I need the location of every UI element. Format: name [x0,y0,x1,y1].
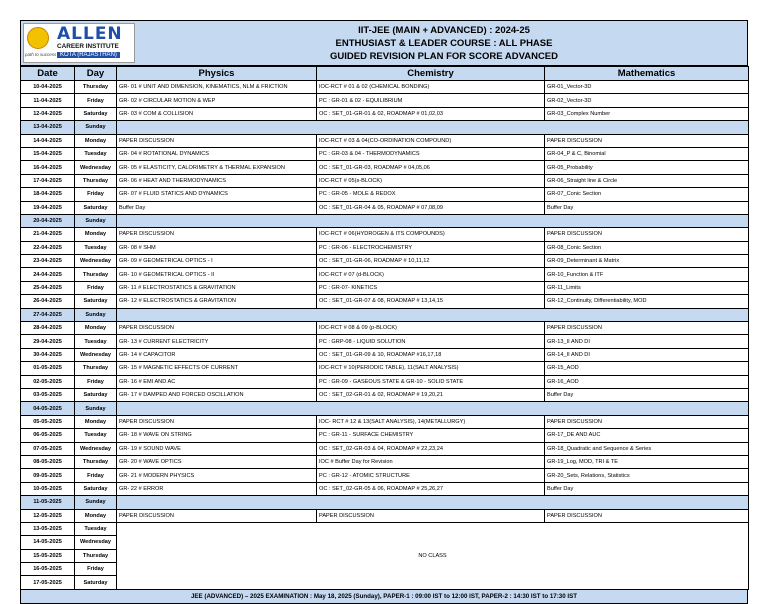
physics-cell: GR- 12 # ELECTROSTATICS & GRAVITATION [117,295,317,308]
chemistry-cell: OC : SET_01-GR-01 & 02, ROADMAP # 01,02,03 [317,107,545,120]
day-cell: Friday [75,563,117,576]
mathematics-cell: GR-15_AOD [545,362,749,375]
day-cell: Wednesday [75,442,117,455]
mathematics-cell: GR-20_Sets, Relations, Statistics [545,469,749,482]
mathematics-cell: GR-07_Conic Section [545,188,749,201]
chemistry-cell: IOC-RCT # 07 (d-BLOCK) [317,268,545,281]
chemistry-cell: PC : GR-11 - SURFACE CHEMISTRY [317,429,545,442]
mathematics-cell: GR-13_II AND DI [545,335,749,348]
table-row [21,281,749,294]
table-row [21,415,749,428]
date-cell: 17-04-2025 [21,174,75,187]
table-row [21,228,749,241]
mathematics-cell: PAPER DISCUSSION [545,509,749,522]
header-titles [141,24,747,63]
table-row [21,348,749,361]
table-row [21,94,749,107]
mathematics-cell: Buffer Day [545,388,749,401]
day-cell: Friday [75,281,117,294]
day-cell: Tuesday [75,429,117,442]
day-cell: Sunday [75,121,117,134]
mathematics-cell: GR-12_Continuity, Differentiability, MOD [545,295,749,308]
table-row [21,255,749,268]
date-cell: 25-04-2025 [21,281,75,294]
physics-cell: PAPER DISCUSSION [117,228,317,241]
date-cell: 18-04-2025 [21,188,75,201]
table-row [21,375,749,388]
day-cell: Wednesday [75,255,117,268]
table-row [21,174,749,187]
day-cell: Tuesday [75,147,117,160]
schedule-body [21,81,749,590]
mathematics-cell: GR-19_Log, MOD, TRI & TE [545,455,749,468]
day-cell: Sunday [75,496,117,509]
date-cell: 12-04-2025 [21,107,75,120]
sunday-row [21,496,749,509]
mathematics-cell: GR-06_Straight line & Circle [545,174,749,187]
day-cell: Thursday [75,81,117,94]
table-row [21,482,749,495]
day-cell: Thursday [75,549,117,562]
day-cell: Saturday [75,295,117,308]
mathematics-cell: GR-01_Vector-3D [545,81,749,94]
chemistry-cell: OC : SET_02-GR-05 & 06, ROADMAP # 25,26,27 [317,482,545,495]
header-line-1: IIT-JEE (MAIN + ADVANCED) : 2024-25 [358,25,530,36]
day-cell: Thursday [75,174,117,187]
physics-cell: GR- 21 # MODERN PHYSICS [117,469,317,482]
day-cell: Monday [75,228,117,241]
day-cell: Tuesday [75,335,117,348]
table-row [21,455,749,468]
day-cell: Thursday [75,362,117,375]
date-cell: 10-04-2025 [21,81,75,94]
logo-subtitle: CAREER INSTITUTE [57,43,119,50]
col-header-day: Day [75,67,117,81]
mathematics-cell: GR-14_II AND DI [545,348,749,361]
sunday-row [21,402,749,415]
date-cell: 02-05-2025 [21,375,75,388]
mathematics-cell: Buffer Day [545,482,749,495]
header-line-3: GUIDED REVISION PLAN FOR SCORE ADVANCED [329,51,559,62]
sunday-blank-cell [117,214,749,227]
chemistry-cell: IOC-RCT # 01 & 02 (CHEMICAL BONDING) [317,81,545,94]
table-row [21,241,749,254]
day-cell: Sunday [75,402,117,415]
day-cell: Sunday [75,308,117,321]
mathematics-cell: GR-11_Limits [545,281,749,294]
revision-plan-sheet [20,20,748,604]
date-cell: 09-05-2025 [21,469,75,482]
chemistry-cell: IOC-RCT # 05(s-BLOCK) [317,174,545,187]
date-cell: 16-05-2025 [21,563,75,576]
sunday-row [21,308,749,321]
table-row [21,388,749,401]
date-cell: 19-04-2025 [21,201,75,214]
mathematics-cell: GR-08_Conic Section [545,241,749,254]
date-cell: 16-04-2025 [21,161,75,174]
day-cell: Friday [75,469,117,482]
physics-cell: PAPER DISCUSSION [117,415,317,428]
day-cell: Monday [75,509,117,522]
date-cell: 14-04-2025 [21,134,75,147]
day-cell: Saturday [75,482,117,495]
physics-cell: GR- 22 # ERROR [117,482,317,495]
chemistry-cell: IOC-RCT # 06(HYDROGEN & ITS COMPOUNDS) [317,228,545,241]
date-cell: 12-05-2025 [21,509,75,522]
physics-cell: GR- 04 # ROTATIONAL DYNAMICS [117,147,317,160]
col-header-chemistry: Chemistry [317,67,545,81]
physics-cell: GR- 18 # WAVE ON STRING [117,429,317,442]
physics-cell: GR- 05 # ELASTICITY, CALORIMETRY & THERMAL EXPANSION [117,161,317,174]
table-row [21,188,749,201]
table-header-row [21,67,749,81]
chemistry-cell: PC : GR-07- KINETICS [317,281,545,294]
mathematics-cell: Buffer Day [545,201,749,214]
table-row [21,362,749,375]
date-cell: 07-05-2025 [21,442,75,455]
mathematics-cell: PAPER DISCUSSION [545,322,749,335]
physics-cell: GR- 14 # CAPACITOR [117,348,317,361]
mathematics-cell: GR-09_Determinant & Matrix [545,255,749,268]
table-row [21,107,749,120]
day-cell: Wednesday [75,161,117,174]
date-cell: 14-05-2025 [21,536,75,549]
sunday-blank-cell [117,402,749,415]
mathematics-cell: GR-04_P & C, Binomial [545,147,749,160]
physics-cell: GR- 06 # HEAT AND THERMODYNAMICS [117,174,317,187]
chemistry-cell: PC : GR-03 & 04 - THERMODYNAMICS [317,147,545,160]
day-cell: Thursday [75,268,117,281]
exam-footer: JEE (ADVANCED) – 2025 EXAMINATION : May 18, 2025 (Sunday), PAPER-1 : 09:00 IST to 12:00 IST, PAPER-2 : 14:30 IST to 17:30 IST [20,590,748,604]
physics-cell: GR- 08 # SHM [117,241,317,254]
day-cell: Monday [75,322,117,335]
table-row [21,147,749,160]
date-cell: 08-05-2025 [21,455,75,468]
chemistry-cell: IOC-RCT # 08 & 09 (p-BLOCK) [317,322,545,335]
sunday-blank-cell [117,121,749,134]
physics-cell: GR- 17 # DAMPED AND FORCED OSCILLATION [117,388,317,401]
table-row [21,469,749,482]
chemistry-cell: OC : SET_02-GR-01 & 02, ROADMAP # 19,20,21 [317,388,545,401]
physics-cell: Buffer Day [117,201,317,214]
header-line-2: ENTHUSIAST & LEADER COURSE : ALL PHASE [335,38,553,49]
col-header-date: Date [21,67,75,81]
physics-cell: GR- 10 # GEOMETRICAL OPTICS - II [117,268,317,281]
mathematics-cell: PAPER DISCUSSION [545,228,749,241]
schedule-table [20,66,749,590]
table-row [21,442,749,455]
physics-cell: GR- 07 # FLUID STATICS AND DYNAMICS [117,188,317,201]
table-row [21,429,749,442]
date-cell: 21-04-2025 [21,228,75,241]
sunday-row [21,121,749,134]
physics-cell: GR- 15 # MAGNETIC EFFECTS OF CURRENT [117,362,317,375]
date-cell: 26-04-2025 [21,295,75,308]
date-cell: 22-04-2025 [21,241,75,254]
mathematics-cell: GR-02_Vector-3D [545,94,749,107]
allen-logo [23,23,135,63]
date-cell: 06-05-2025 [21,429,75,442]
date-cell: 11-04-2025 [21,94,75,107]
date-cell: 05-05-2025 [21,415,75,428]
table-row [21,134,749,147]
day-cell: Saturday [75,201,117,214]
chemistry-cell: OC : SET_01-GR-04 & 05, ROADMAP # 07,08,09 [317,201,545,214]
day-cell: Tuesday [75,241,117,254]
chemistry-cell: PC : GR-06 - ELECTROCHEMISTRY [317,241,545,254]
physics-cell: PAPER DISCUSSION [117,134,317,147]
mathematics-cell: PAPER DISCUSSION [545,415,749,428]
date-cell: 03-05-2025 [21,388,75,401]
table-row [21,509,749,522]
sunday-row [21,214,749,227]
chemistry-cell: OC : SET_01-GR-09 & 10, ROADMAP #16,17,18 [317,348,545,361]
day-cell: Friday [75,188,117,201]
physics-cell: GR- 19 # SOUND WAVE [117,442,317,455]
physics-cell: GR- 02 # CIRCULAR MOTION & WEP [117,94,317,107]
date-cell: 20-04-2025 [21,214,75,227]
day-cell: Monday [75,134,117,147]
day-cell: Tuesday [75,522,117,535]
col-header-mathematics: Mathematics [545,67,749,81]
logo-city: KOTA (RAJASTHAN) [57,52,120,58]
date-cell: 23-04-2025 [21,255,75,268]
chemistry-cell: PAPER DISCUSSION [317,509,545,522]
physics-cell: PAPER DISCUSSION [117,509,317,522]
mathematics-cell: GR-05_Probability [545,161,749,174]
day-cell: Friday [75,94,117,107]
date-cell: 29-04-2025 [21,335,75,348]
day-cell: Saturday [75,576,117,589]
sunday-blank-cell [117,496,749,509]
physics-cell: GR- 11 # ELECTROSTATICS & GRAVITATION [117,281,317,294]
table-row [21,295,749,308]
chemistry-cell: OC : SET_01-GR-03, ROADMAP # 04,05,06 [317,161,545,174]
mathematics-cell: GR-18_Quadratic and Sequence & Series [545,442,749,455]
mathematics-cell: PAPER DISCUSSION [545,134,749,147]
chemistry-cell: OC : SET_01-GR-07 & 08, ROADMAP # 13,14,15 [317,295,545,308]
date-cell: 28-04-2025 [21,322,75,335]
day-cell: Monday [75,415,117,428]
no-class-cell: NO CLASS [117,522,749,589]
mathematics-cell: GR-17_DE AND AUC [545,429,749,442]
table-row [21,335,749,348]
sunday-blank-cell [117,308,749,321]
chemistry-cell: PC : GR-12 - ATOMIC STRUCTURE [317,469,545,482]
chemistry-cell: PC : GR-01 & 02 - EQUILIBRIUM [317,94,545,107]
logo-name: ALLEN [57,24,123,44]
chemistry-cell: IOC- RCT # 12 & 13(SALT ANALYSIS), 14(METALLURGY) [317,415,545,428]
physics-cell: GR- 03 # COM & COLLISION [117,107,317,120]
physics-cell: GR- 20 # WAVE OPTICS [117,455,317,468]
day-cell: Saturday [75,388,117,401]
chemistry-cell: IOC # Buffer Day for Revision [317,455,545,468]
table-row [21,81,749,94]
physics-cell: PAPER DISCUSSION [117,322,317,335]
date-cell: 15-04-2025 [21,147,75,160]
day-cell: Wednesday [75,536,117,549]
day-cell: Saturday [75,107,117,120]
physics-cell: GR- 01 # UNIT AND DIMENSION, KINEMATICS, NLM & FRICTION [117,81,317,94]
mathematics-cell: GR-10_Function & ITF [545,268,749,281]
date-cell: 10-05-2025 [21,482,75,495]
date-cell: 30-04-2025 [21,348,75,361]
day-cell: Wednesday [75,348,117,361]
table-row [21,522,749,535]
date-cell: 27-04-2025 [21,308,75,321]
chemistry-cell: PC : GR-05 - MOLE & REDOX [317,188,545,201]
col-header-physics: Physics [117,67,317,81]
chemistry-cell: IOC-RCT # 03 & 04(CO-ORDINATION COMPOUND) [317,134,545,147]
day-cell: Sunday [75,214,117,227]
date-cell: 01-05-2025 [21,362,75,375]
date-cell: 11-05-2025 [21,496,75,509]
mathematics-cell: GR-16_AOD [545,375,749,388]
table-row [21,161,749,174]
date-cell: 15-05-2025 [21,549,75,562]
date-cell: 17-05-2025 [21,576,75,589]
date-cell: 04-05-2025 [21,402,75,415]
physics-cell: GR- 13 # CURRENT ELECTRICITY [117,335,317,348]
date-cell: 13-04-2025 [21,121,75,134]
physics-cell: GR- 09 # GEOMETRICAL OPTICS - I [117,255,317,268]
sun-emblem-icon [27,27,49,49]
logo-tagline: path to success [25,52,57,57]
table-row [21,201,749,214]
chemistry-cell: OC : SET_02-GR-03 & 04, ROADMAP # 22,23,24 [317,442,545,455]
sheet-header [20,20,748,66]
chemistry-cell: IOC-RCT # 10(PERIODIC TABLE), 11(SALT ANALYSIS) [317,362,545,375]
table-row [21,322,749,335]
day-cell: Thursday [75,455,117,468]
physics-cell: GR- 16 # EMI AND AC [117,375,317,388]
chemistry-cell: PC : GR-09 - GASEOUS STATE & GR-10 - SOLID STATE [317,375,545,388]
chemistry-cell: OC : SET_01-GR-06, ROADMAP # 10,11,12 [317,255,545,268]
date-cell: 24-04-2025 [21,268,75,281]
date-cell: 13-05-2025 [21,522,75,535]
chemistry-cell: PC : GRP-08 - LIQUID SOLUTION [317,335,545,348]
day-cell: Friday [75,375,117,388]
mathematics-cell: GR-03_Complex Number [545,107,749,120]
table-row [21,268,749,281]
